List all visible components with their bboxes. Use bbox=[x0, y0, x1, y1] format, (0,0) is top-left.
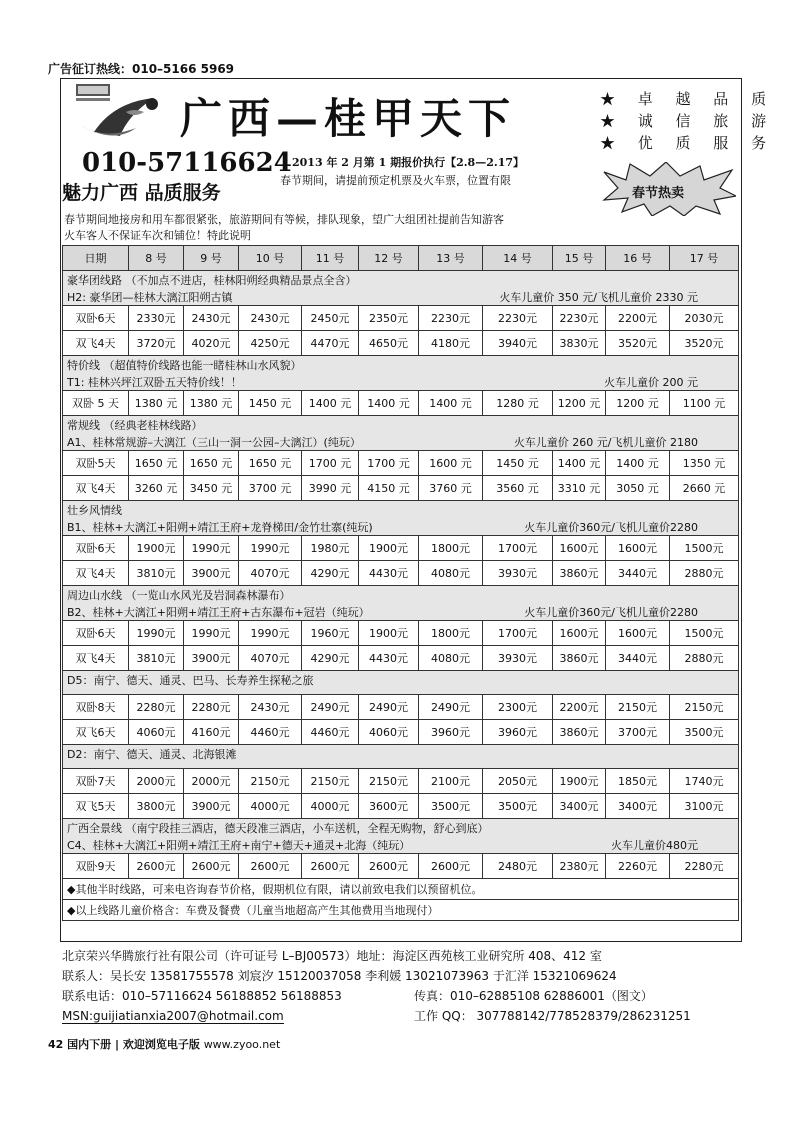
price-cell: 3700 元 bbox=[239, 476, 302, 501]
trip-type: 双卧5天 bbox=[63, 451, 129, 476]
price-cell: 3450 元 bbox=[184, 476, 239, 501]
route-title: 特价线 （超值特价线路也能一睹桂林山水风貌） bbox=[63, 356, 739, 374]
price-cell: 2300元 bbox=[483, 695, 553, 720]
price-cell: 3810元 bbox=[129, 561, 184, 586]
route-sub-wrap bbox=[67, 434, 738, 450]
price-cell: 1450 元 bbox=[483, 451, 553, 476]
price-cell: 3400元 bbox=[553, 794, 606, 819]
price-table bbox=[62, 245, 739, 921]
route-sub-row bbox=[63, 433, 739, 451]
price-cell: 2480元 bbox=[483, 854, 553, 879]
price-cell: 3930元 bbox=[483, 646, 553, 671]
price-cell: 1990元 bbox=[184, 621, 239, 646]
price-cell: 1960元 bbox=[302, 621, 359, 646]
route-title-row bbox=[63, 671, 739, 689]
warning-notice bbox=[64, 212, 736, 244]
child-price: 火车儿童价 350 元/飞机儿童价 2330 元 bbox=[499, 290, 698, 304]
hot-sale-label: 春节热卖 bbox=[632, 186, 685, 201]
price-cell: 1500元 bbox=[670, 536, 739, 561]
contact-phone: 010-57116624 bbox=[82, 148, 292, 178]
trip-type: 双卧 5 天 bbox=[63, 391, 129, 416]
price-cell: 2200元 bbox=[606, 306, 670, 331]
route-name: A1、桂林常规游–大漓江（三山一洞一公园–大漓江）(纯玩） bbox=[67, 435, 361, 449]
price-cell: 4080元 bbox=[419, 561, 483, 586]
price-row bbox=[63, 769, 739, 794]
trip-type: 双卧9天 bbox=[63, 854, 129, 879]
contact-persons: 联系人：吴长安 13581755578 刘宸汐 15120037058 李利媛 13021073963 于汇洋 15321069624 bbox=[62, 969, 617, 983]
route-sub-wrap bbox=[67, 374, 738, 390]
trip-type: 双飞4天 bbox=[63, 561, 129, 586]
price-cell: 3560 元 bbox=[483, 476, 553, 501]
route-sub-wrap bbox=[67, 289, 738, 305]
company-info bbox=[62, 946, 742, 1026]
price-cell: 3700元 bbox=[606, 720, 670, 745]
price-cell: 1350 元 bbox=[670, 451, 739, 476]
price-cell: 2230元 bbox=[419, 306, 483, 331]
footer-section: 国内下册 | 欢迎浏览电子版 bbox=[67, 1038, 200, 1051]
price-cell: 2150元 bbox=[239, 769, 302, 794]
price-cell: 2430元 bbox=[239, 695, 302, 720]
price-cell: 4250元 bbox=[239, 331, 302, 356]
price-cell: 2150元 bbox=[670, 695, 739, 720]
route-name: T1: 桂林兴坪江双卧五天特价线！！ bbox=[67, 375, 242, 389]
page-number: 42 bbox=[48, 1038, 64, 1051]
price-cell: 2600元 bbox=[419, 854, 483, 879]
price-cell: 4000元 bbox=[239, 794, 302, 819]
price-cell: 2150元 bbox=[359, 769, 419, 794]
price-cell: 4070元 bbox=[239, 646, 302, 671]
price-cell: 1650 元 bbox=[184, 451, 239, 476]
price-row bbox=[63, 854, 739, 879]
price-cell: 3860元 bbox=[553, 561, 606, 586]
route-title-row bbox=[63, 586, 739, 604]
price-cell: 1100 元 bbox=[670, 391, 739, 416]
price-cell: 2600元 bbox=[239, 854, 302, 879]
price-cell: 4650元 bbox=[359, 331, 419, 356]
price-cell: 1740元 bbox=[670, 769, 739, 794]
company-name-address: 北京荣兴华腾旅行社有限公司（许可证号 L–BJ00573）地址：海淀区西苑核工业研究所 408、412 室 bbox=[62, 949, 602, 963]
route-sub-cell bbox=[63, 288, 739, 306]
route-title: 豪华团线路 （不加点不进店，桂林阳朔经典精品景点全含） bbox=[63, 271, 739, 289]
price-cell: 3900元 bbox=[184, 646, 239, 671]
price-row bbox=[63, 331, 739, 356]
route-title-row bbox=[63, 271, 739, 289]
price-cell: 3860元 bbox=[553, 646, 606, 671]
price-cell: 3500元 bbox=[419, 794, 483, 819]
price-cell: 2200元 bbox=[553, 695, 606, 720]
price-cell: 2100元 bbox=[419, 769, 483, 794]
route-title-row bbox=[63, 416, 739, 434]
tel-fax-row bbox=[62, 986, 742, 1006]
price-cell: 2600元 bbox=[359, 854, 419, 879]
price-cell: 2150元 bbox=[302, 769, 359, 794]
note-text: ◆以上线路儿童价格含：车费及餐费（儿童当地超高产生其他费用当地现付） bbox=[63, 900, 739, 921]
price-cell: 1990元 bbox=[184, 536, 239, 561]
price-cell: 1400 元 bbox=[302, 391, 359, 416]
price-cell: 3930元 bbox=[483, 561, 553, 586]
price-cell: 3720元 bbox=[129, 331, 184, 356]
price-cell: 4150 元 bbox=[359, 476, 419, 501]
telephone: 联系电话：010–57116624 56188852 56188853 bbox=[62, 989, 342, 1003]
date-header-cell: 13 号 bbox=[419, 246, 483, 271]
price-cell: 1200 元 bbox=[606, 391, 670, 416]
price-row bbox=[63, 561, 739, 586]
price-cell: 3260 元 bbox=[129, 476, 184, 501]
route-title-row bbox=[63, 356, 739, 374]
price-cell: 3400元 bbox=[606, 794, 670, 819]
price-cell: 3500元 bbox=[670, 720, 739, 745]
date-header-cell: 17 号 bbox=[670, 246, 739, 271]
date-header-label: 日期 bbox=[63, 246, 129, 271]
price-cell: 1380 元 bbox=[129, 391, 184, 416]
route-name: B1、桂林+大漓江+阳朔+靖江王府+龙脊梯田/金竹壮寨(纯玩) bbox=[67, 520, 373, 534]
price-cell: 3860元 bbox=[553, 720, 606, 745]
price-cell: 4430元 bbox=[359, 561, 419, 586]
price-cell: 3760 元 bbox=[419, 476, 483, 501]
route-sub-wrap bbox=[67, 604, 738, 620]
price-cell: 4160元 bbox=[184, 720, 239, 745]
price-cell: 1800元 bbox=[419, 621, 483, 646]
date-header-cell: 10 号 bbox=[239, 246, 302, 271]
price-cell: 1600元 bbox=[553, 536, 606, 561]
price-cell: 4060元 bbox=[129, 720, 184, 745]
trip-type: 双飞6天 bbox=[63, 720, 129, 745]
route-sub-row bbox=[63, 603, 739, 621]
price-cell: 2600元 bbox=[129, 854, 184, 879]
price-cell: 4460元 bbox=[239, 720, 302, 745]
price-row bbox=[63, 536, 739, 561]
route-sub-cell bbox=[63, 373, 739, 391]
price-cell: 2490元 bbox=[359, 695, 419, 720]
price-cell: 2380元 bbox=[553, 854, 606, 879]
price-cell: 4060元 bbox=[359, 720, 419, 745]
price-cell: 2430元 bbox=[239, 306, 302, 331]
price-cell: 2050元 bbox=[483, 769, 553, 794]
route-title: 广西全景线 （南宁段挂三酒店，德天段准三酒店，小车送机，全程无购物，舒心到底） bbox=[63, 819, 739, 837]
price-cell: 1280 元 bbox=[483, 391, 553, 416]
price-cell: 4070元 bbox=[239, 561, 302, 586]
price-cell: 3050 元 bbox=[606, 476, 670, 501]
price-row bbox=[63, 695, 739, 720]
price-row bbox=[63, 646, 739, 671]
price-cell: 1500元 bbox=[670, 621, 739, 646]
quality-item: ★ 卓 越 品 质 bbox=[600, 90, 776, 108]
price-cell: 1600元 bbox=[606, 536, 670, 561]
price-cell: 2280元 bbox=[129, 695, 184, 720]
price-cell: 4080元 bbox=[419, 646, 483, 671]
child-price: 火车儿童价 200 元 bbox=[604, 375, 698, 389]
price-cell: 2000元 bbox=[129, 769, 184, 794]
route-sub-cell bbox=[63, 603, 739, 621]
price-cell: 3900元 bbox=[184, 794, 239, 819]
price-cell: 1400 元 bbox=[553, 451, 606, 476]
quality-item: ★ 优 质 服 务 bbox=[600, 134, 776, 152]
route-sub-row bbox=[63, 518, 739, 536]
date-header-cell: 15 号 bbox=[553, 246, 606, 271]
note-row bbox=[63, 900, 739, 921]
child-price: 火车儿童价 260 元/飞机儿童价 2180 bbox=[513, 435, 698, 449]
price-cell: 2880元 bbox=[670, 646, 739, 671]
price-row bbox=[63, 391, 739, 416]
price-cell: 2490元 bbox=[419, 695, 483, 720]
msn-link[interactable]: MSN:guijiatianxia2007@hotmail.com bbox=[62, 1009, 284, 1023]
route-sub-row bbox=[63, 836, 739, 854]
price-row bbox=[63, 621, 739, 646]
price-row bbox=[63, 451, 739, 476]
price-cell: 3960元 bbox=[483, 720, 553, 745]
route-sub-row bbox=[63, 373, 739, 391]
price-row bbox=[63, 720, 739, 745]
trip-type: 双卧6天 bbox=[63, 536, 129, 561]
ad-hotline: 广告征订热线：010–5166 5969 bbox=[48, 62, 235, 76]
price-cell: 3500元 bbox=[483, 794, 553, 819]
price-cell: 3960元 bbox=[419, 720, 483, 745]
price-cell: 2350元 bbox=[359, 306, 419, 331]
trip-type: 双卧7天 bbox=[63, 769, 129, 794]
booking-advice: 春节期间，请提前预定机票及火车票，位置有限 bbox=[280, 174, 511, 187]
price-row bbox=[63, 306, 739, 331]
price-cell: 2280元 bbox=[184, 695, 239, 720]
price-cell: 3800元 bbox=[129, 794, 184, 819]
price-cell: 2230元 bbox=[553, 306, 606, 331]
price-cell: 1990元 bbox=[129, 621, 184, 646]
price-cell: 1700 元 bbox=[359, 451, 419, 476]
warning-line: 火车客人不保证车次和铺位！特此说明 bbox=[64, 229, 251, 242]
price-cell: 3520元 bbox=[606, 331, 670, 356]
price-cell: 1800元 bbox=[419, 536, 483, 561]
route-sub-row bbox=[63, 288, 739, 306]
price-cell: 1600 元 bbox=[419, 451, 483, 476]
page-title: 广西—桂甲天下 bbox=[180, 94, 517, 143]
route-sub-cell bbox=[63, 433, 739, 451]
price-cell: 1650 元 bbox=[239, 451, 302, 476]
slogan: 魅力广西 品质服务 bbox=[62, 182, 221, 204]
page-footer bbox=[48, 1036, 280, 1052]
price-cell: 1600元 bbox=[606, 621, 670, 646]
route-title: 壮乡风情线 bbox=[63, 501, 739, 519]
trip-type: 双飞4天 bbox=[63, 646, 129, 671]
route-sub-cell bbox=[63, 836, 739, 854]
price-cell: 4290元 bbox=[302, 561, 359, 586]
price-cell: 3600元 bbox=[359, 794, 419, 819]
price-cell: 1400 元 bbox=[359, 391, 419, 416]
note-text: ◆其他半时线路，可来电咨询春节价格，假期机位有限，请以前致电我们以预留机位。 bbox=[63, 879, 739, 900]
price-cell: 3990 元 bbox=[302, 476, 359, 501]
price-cell: 2000元 bbox=[184, 769, 239, 794]
route-name: C4、桂林+大漓江+阳朔+靖江王府+南宁+德天+通灵+北海（纯玩） bbox=[67, 838, 411, 852]
route-title: D5：南宁、德天、通灵、巴马、长寿养生探秘之旅 bbox=[63, 671, 739, 689]
price-cell: 3440元 bbox=[606, 646, 670, 671]
quality-item: ★ 诚 信 旅 游 bbox=[600, 112, 776, 130]
fax: 传真：010–62885108 62886001（图文） bbox=[414, 989, 653, 1003]
price-row bbox=[63, 476, 739, 501]
agency-logo bbox=[74, 82, 174, 144]
price-cell: 1600元 bbox=[553, 621, 606, 646]
price-cell: 1700 元 bbox=[302, 451, 359, 476]
price-cell: 2600元 bbox=[184, 854, 239, 879]
date-header-cell: 14 号 bbox=[483, 246, 553, 271]
route-sub-wrap bbox=[67, 837, 738, 853]
price-cell: 4290元 bbox=[302, 646, 359, 671]
price-cell: 2490元 bbox=[302, 695, 359, 720]
price-cell: 4000元 bbox=[302, 794, 359, 819]
price-cell: 1650 元 bbox=[129, 451, 184, 476]
price-cell: 1990元 bbox=[239, 536, 302, 561]
price-cell: 2880元 bbox=[670, 561, 739, 586]
price-cell: 1700元 bbox=[483, 536, 553, 561]
route-title: 常规线 （经典老桂林线路） bbox=[63, 416, 739, 434]
price-cell: 2330元 bbox=[129, 306, 184, 331]
date-header-cell: 11 号 bbox=[302, 246, 359, 271]
price-period-notice: 2013 年 2 月第 1 期报价执行【2.8—2.17】 bbox=[292, 156, 524, 169]
work-qq: 工作 QQ： 307788142/778528379/286231251 bbox=[414, 1009, 691, 1023]
price-cell: 2230元 bbox=[483, 306, 553, 331]
price-cell: 1900元 bbox=[553, 769, 606, 794]
trip-type: 双卧6天 bbox=[63, 306, 129, 331]
route-title-row bbox=[63, 501, 739, 519]
price-cell: 2600元 bbox=[302, 854, 359, 879]
date-header-cell: 8 号 bbox=[129, 246, 184, 271]
price-cell: 4460元 bbox=[302, 720, 359, 745]
price-cell: 3310 元 bbox=[553, 476, 606, 501]
trip-type: 双飞4天 bbox=[63, 331, 129, 356]
price-cell: 4020元 bbox=[184, 331, 239, 356]
price-cell: 1380 元 bbox=[184, 391, 239, 416]
price-cell: 3830元 bbox=[553, 331, 606, 356]
date-header-cell: 16 号 bbox=[606, 246, 670, 271]
price-cell: 2660 元 bbox=[670, 476, 739, 501]
price-cell: 2260元 bbox=[606, 854, 670, 879]
trip-type: 双卧6天 bbox=[63, 621, 129, 646]
price-cell: 4430元 bbox=[359, 646, 419, 671]
price-cell: 1450 元 bbox=[239, 391, 302, 416]
route-sub-wrap bbox=[67, 519, 738, 535]
trip-type: 双飞4天 bbox=[63, 476, 129, 501]
price-cell: 3520元 bbox=[670, 331, 739, 356]
note-row bbox=[63, 879, 739, 900]
price-cell: 3810元 bbox=[129, 646, 184, 671]
price-cell: 3100元 bbox=[670, 794, 739, 819]
date-header-cell: 9 号 bbox=[184, 246, 239, 271]
price-cell: 1200 元 bbox=[553, 391, 606, 416]
route-name: H2: 豪华团—桂林大漓江阳朔古镇 bbox=[67, 290, 233, 304]
price-cell: 4180元 bbox=[419, 331, 483, 356]
route-title-row bbox=[63, 819, 739, 837]
price-cell: 1850元 bbox=[606, 769, 670, 794]
route-title: D2：南宁、德天、通灵、北海银滩 bbox=[63, 745, 739, 763]
price-cell: 3440元 bbox=[606, 561, 670, 586]
price-cell: 1900元 bbox=[359, 536, 419, 561]
trip-type: 双卧8天 bbox=[63, 695, 129, 720]
price-row bbox=[63, 794, 739, 819]
price-cell: 1990元 bbox=[239, 621, 302, 646]
price-cell: 2030元 bbox=[670, 306, 739, 331]
price-cell: 1980元 bbox=[302, 536, 359, 561]
price-cell: 3900元 bbox=[184, 561, 239, 586]
route-title-row bbox=[63, 745, 739, 763]
price-cell: 2430元 bbox=[184, 306, 239, 331]
child-price: 火车儿童价360元/飞机儿童价2280 bbox=[524, 605, 698, 619]
route-title: 周边山水线 （一览山水风光及岩洞森林瀑布） bbox=[63, 586, 739, 604]
price-cell: 2150元 bbox=[606, 695, 670, 720]
price-cell: 1900元 bbox=[359, 621, 419, 646]
child-price: 火车儿童价480元 bbox=[611, 838, 698, 852]
price-cell: 1700元 bbox=[483, 621, 553, 646]
route-sub-cell bbox=[63, 518, 739, 536]
route-name: B2、桂林+大漓江+阳朔+靖江王府+古东瀑布+冠岩（纯玩） bbox=[67, 605, 370, 619]
msn-qq-row bbox=[62, 1006, 742, 1026]
footer-url[interactable]: www.zyoo.net bbox=[203, 1038, 281, 1051]
trip-type: 双飞5天 bbox=[63, 794, 129, 819]
price-cell: 1400 元 bbox=[419, 391, 483, 416]
date-header-cell: 12 号 bbox=[359, 246, 419, 271]
warning-line: 春节期间地接房和用车都很紧张，旅游期间有等候，排队现象，望广大组团社提前告知游客 bbox=[64, 213, 504, 226]
price-cell: 1900元 bbox=[129, 536, 184, 561]
quality-list bbox=[600, 88, 775, 154]
price-cell: 3940元 bbox=[483, 331, 553, 356]
price-cell: 2280元 bbox=[670, 854, 739, 879]
date-header-row bbox=[63, 246, 739, 271]
price-cell: 4470元 bbox=[302, 331, 359, 356]
price-cell: 2450元 bbox=[302, 306, 359, 331]
child-price: 火车儿童价360元/飞机儿童价2280 bbox=[524, 520, 698, 534]
price-cell: 1400 元 bbox=[606, 451, 670, 476]
